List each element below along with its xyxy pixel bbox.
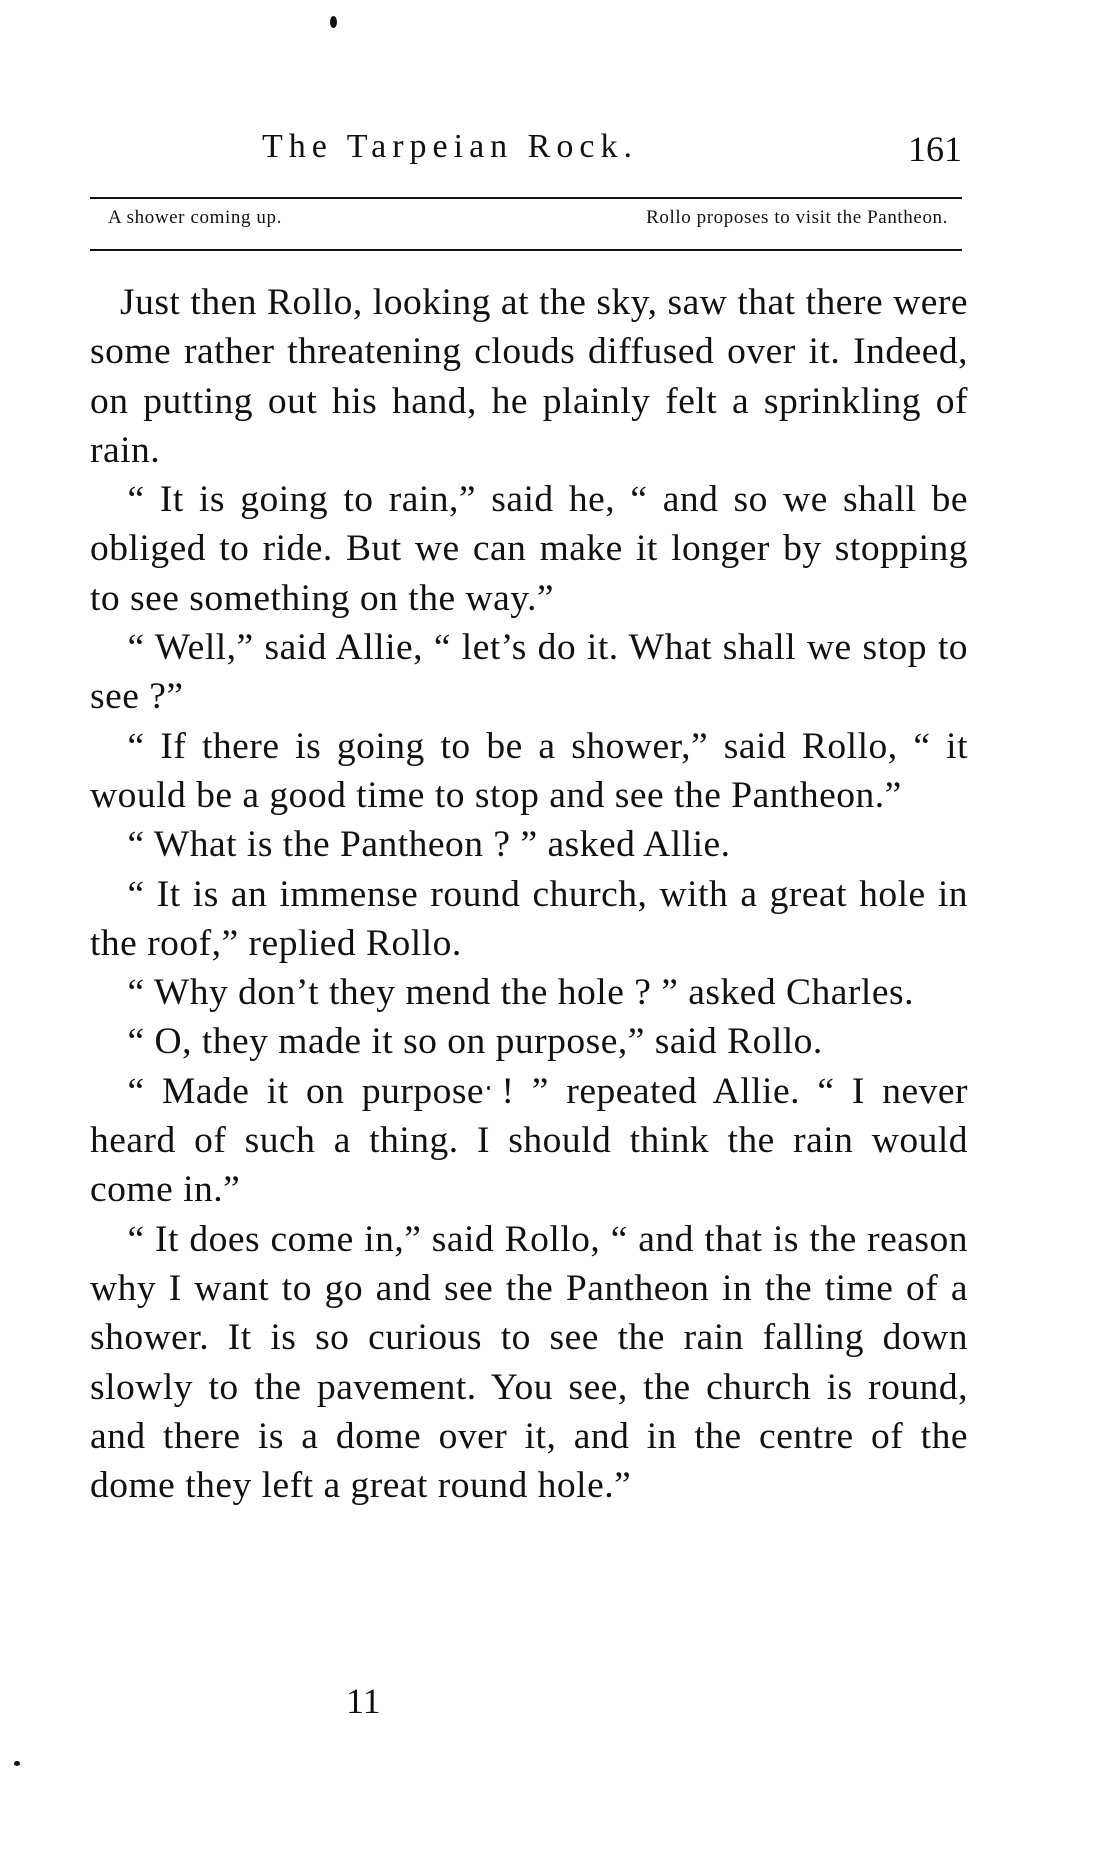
ink-speck: [330, 16, 337, 28]
paragraph: “ O, they made it so on purpose,” said Rollo.: [127, 1021, 823, 1063]
paragraph: Just then Rollo, looking at the sky, saw that there were some rather threatening clouds diffused over it. Indeed, on putting out his hand, he plainly felt a sprinkling of rain.: [90, 282, 968, 471]
paragraph: “ It is going to rain,” said he, “ and so we shall be obliged to ride. But we can make it longer by stopping to see something on the way.”: [90, 479, 968, 619]
paragraph: “ It is an immense round church, with a great hole in the roof,” replied Rollo.: [90, 873, 968, 964]
paragraph: “ It does come in,” said Rollo, “ and that is the reason why I want to go and see the Pantheon in the time of a shower. It is so curious to see the rain falling down slowly to the pavement. You see, the church is round, and there is a dome over it, and in the centre of the dome they left a great round hole.”: [90, 1218, 968, 1507]
running-title: The Tarpeian Rock.: [262, 128, 638, 165]
page-summary: [108, 207, 948, 237]
paragraph: “ Why don’t they mend the hole ? ” asked Charles.: [127, 972, 914, 1014]
paragraph: “ What is the Pantheon ? ” asked Allie.: [127, 824, 731, 866]
paragraph: “ Made it on purpose ! ” repeated Allie. “ I never heard of such a thing. I should think the rain would come in.”: [90, 1070, 968, 1211]
paragraph: “ If there is going to be a shower,” said Rollo, “ it would be a good time to stop and see the Pantheon.”: [90, 725, 968, 816]
header-rule-bottom: [90, 249, 962, 251]
page-number: 161: [908, 129, 962, 169]
summary-left: A shower coming up.: [108, 207, 282, 228]
signature-mark: 11: [346, 1681, 381, 1721]
body-text: [90, 278, 968, 1510]
ink-speck: [14, 1761, 20, 1766]
summary-right: Rollo proposes to visit the Pantheon.: [646, 207, 948, 228]
paragraph: “ Well,” said Allie, “ let’s do it. What shall we stop to see ?”: [90, 627, 968, 718]
page-header: [262, 128, 962, 178]
header-rule-top: [90, 197, 962, 199]
